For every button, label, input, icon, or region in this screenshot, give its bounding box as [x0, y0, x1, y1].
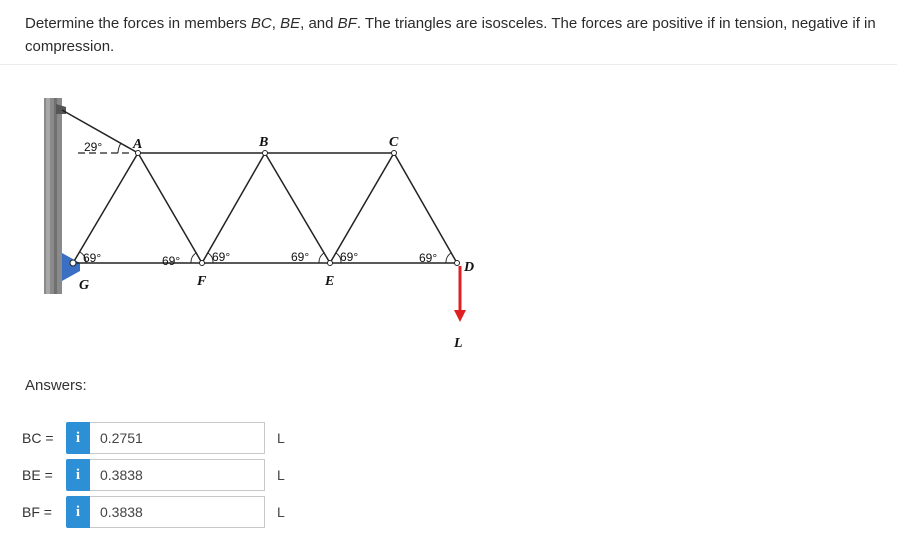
angle-top: 29°	[84, 140, 103, 154]
joint-e	[328, 261, 333, 266]
member-bf: BF	[337, 15, 357, 32]
member-b-e	[265, 153, 330, 263]
answers-heading: Answers:	[25, 377, 87, 394]
question-part2: . The triangles are isosceles. The forces are positive if in tension, negative if in compression.	[25, 15, 876, 55]
joint-c	[392, 151, 397, 156]
info-icon[interactable]: i	[66, 422, 90, 454]
label-e: E	[325, 274, 335, 289]
question-sep1: ,	[271, 15, 281, 32]
member-g-a	[73, 153, 138, 263]
wall-texture-2	[54, 98, 57, 294]
question-sep2: , and	[300, 15, 338, 32]
answer-row-bc	[22, 422, 297, 454]
question-text	[25, 12, 890, 58]
label-load: L	[454, 336, 463, 351]
joint-d	[455, 261, 460, 266]
info-icon[interactable]: i	[66, 496, 90, 528]
angle-d: 69°	[419, 251, 438, 265]
label-d: D	[464, 260, 475, 275]
member-be: BE	[280, 15, 301, 32]
angle-e-left: 69°	[291, 250, 310, 264]
joint-f	[200, 261, 205, 266]
answer-input-be[interactable]: 0.3838	[90, 459, 265, 491]
question-part1: Determine the forces in members	[25, 15, 251, 32]
answer-unit-bc: L	[277, 430, 285, 446]
answer-unit-be: L	[277, 467, 285, 483]
angle-f-left: 69°	[162, 254, 181, 268]
angle-arc-e-left	[319, 253, 324, 263]
answer-label-be: BE =	[22, 467, 53, 483]
answer-row-be	[22, 459, 297, 491]
load-arrow-head	[454, 310, 466, 322]
angle-arc-d	[446, 253, 451, 263]
answer-label-bf: BF =	[22, 504, 52, 520]
angle-e-right: 69°	[340, 250, 359, 264]
answer-label-bc: BC =	[22, 430, 54, 446]
member-c-d	[394, 153, 457, 263]
label-b: B	[259, 135, 269, 150]
answer-input-bf[interactable]: 0.3838	[90, 496, 265, 528]
answer-input-bc[interactable]: 0.2751	[90, 422, 265, 454]
angle-arc-f-left	[191, 253, 196, 263]
joint-b	[263, 151, 268, 156]
angle-arc-top	[118, 143, 121, 153]
member-bc: BC	[250, 15, 272, 32]
pin-support-g	[62, 253, 80, 281]
label-c: C	[389, 135, 399, 150]
member-e-c	[330, 153, 394, 263]
joint-g	[70, 260, 76, 266]
member-f-b	[202, 153, 265, 263]
wall-texture	[46, 98, 50, 294]
label-f: F	[197, 274, 207, 289]
angle-g: 69°	[83, 251, 102, 265]
divider	[0, 64, 897, 65]
label-a: A	[133, 137, 143, 152]
angle-f-right: 69°	[212, 250, 231, 264]
member-a-f	[138, 153, 202, 263]
answer-unit-bf: L	[277, 504, 285, 520]
label-g: G	[79, 278, 90, 293]
info-icon[interactable]: i	[66, 459, 90, 491]
upper-bracket	[56, 104, 66, 114]
answer-row-bf	[22, 496, 297, 528]
truss-figure	[0, 90, 560, 360]
